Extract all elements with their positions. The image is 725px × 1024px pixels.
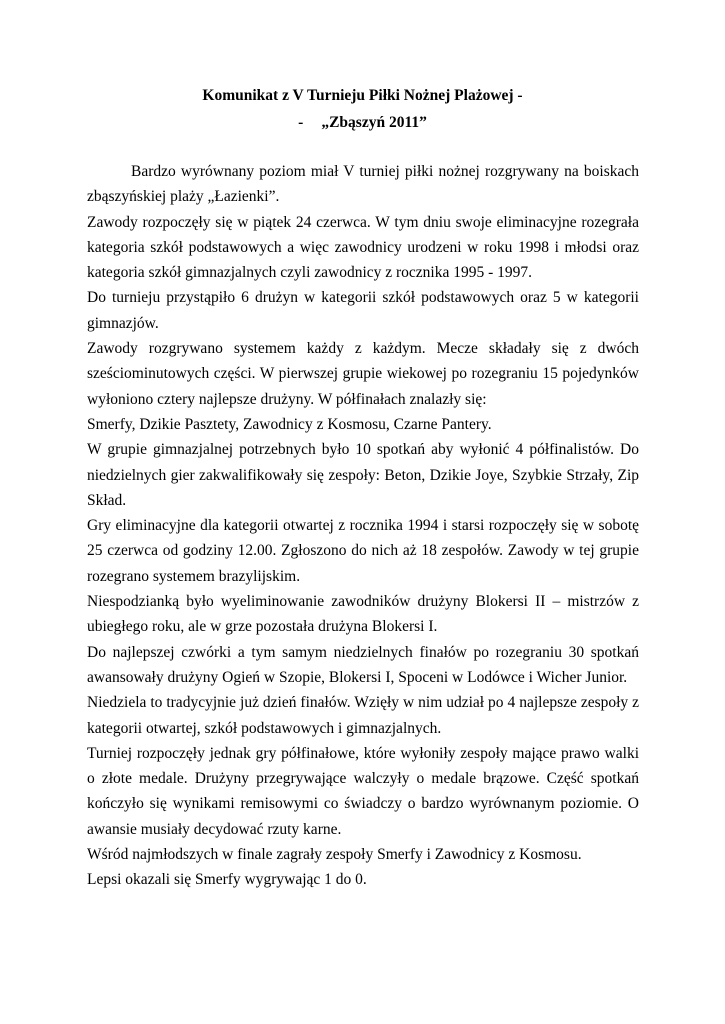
paragraph: Do najlepszej czwórki a tym samym niedzielnych finałów po rozegraniu 30 spotkań awansowały drużyny Ogień w Szopie, Blokersi I, Spoceni w Lodówce i Wicher Junior. (87, 643, 639, 686)
paragraph: Lepsi okazali się Smerfy wygrywając 1 do 0. (87, 871, 367, 889)
document-subtitle (0, 113, 725, 133)
paragraph-intro: Bardzo wyrównany poziom miał V turniej piłki nożnej rozgrywany na boiskach zbąszyńskiej plaży „Łazienki”. (87, 163, 639, 206)
paragraph: Zawody rozpoczęły się w piątek 24 czerwca. W tym dniu swoje eliminacyjne rozegrała kategoria szkół podstawowych a więc zawodnicy urodzeni w roku 1998 i młodsi oraz kategoria szkół gimnazjalnych czyli zawodnicy z rocznika 1995 - 1997. (87, 213, 639, 282)
paragraph: Turniej rozpoczęły jednak gry półfinałowe, które wyłoniły zespoły mające prawo walki o złote medale. Drużyny przegrywające walczyły o medale brązowe. Część spotkań kończyło się wynikami remisowymi co świadczy o bardzo wyrównanym poziomie. O awansie musiały decydować rzuty karne. (87, 744, 639, 838)
document-title: Komunikat z V Turnieju Piłki Nożnej Plażowej - (202, 87, 523, 104)
paragraph: Smerfy, Dzikie Pasztety, Zawodnicy z Kosmosu, Czarne Pantery. (87, 415, 492, 433)
paragraph: Niespodzianką było wyeliminowanie zawodników drużyny Blokersi II – mistrzów z ubiegłego roku, ale w grze pozostała drużyna Blokersi I. (87, 593, 639, 636)
paragraph: Do turnieju przystąpiło 6 drużyn w kategorii szkół podstawowych oraz 5 w kategorii gimnazjów. (87, 289, 639, 332)
subtitle-text: „Zbąszyń 2011” (321, 114, 427, 131)
paragraph: Zawody rozgrywano systemem każdy z każdym. Mecze składały się z dwóch sześciominutowych części. W pierwszej grupie wiekowej po rozegraniu 15 pojedynków wyłoniono cztery najlepsze drużyny. W półfinałach znalazły się: (87, 340, 639, 408)
paragraph: Gry eliminacyjne dla kategorii otwartej z rocznika 1994 i starsi rozpoczęły się w sobotę 25 czerwca od godziny 12.00. Zgłoszono do nich aż 18 zespołów. Zawody w tej grupie rozegrano systemem brazylijskim. (87, 517, 639, 585)
article-body (87, 159, 639, 893)
subtitle-dash: - (298, 114, 304, 131)
paragraph: Niedziela to tradycyjnie już dzień finałów. Wzięły w nim udział po 4 najlepsze zespoły z kategorii otwartej, szkół podstawowych i gimnazjalnych. (87, 694, 639, 737)
paragraph: W grupie gimnazjalnej potrzebnych było 10 spotkań aby wyłonić 4 półfinalistów. Do niedzielnych gier zakwalifikowały się zespoły: Beton, Dzikie Joye, Szybkie Strzały, Zip Skład. (87, 441, 639, 509)
paragraph: Wśród najmłodszych w finale zagrały zespoły Smerfy i Zawodnicy z Kosmosu. (87, 846, 582, 864)
